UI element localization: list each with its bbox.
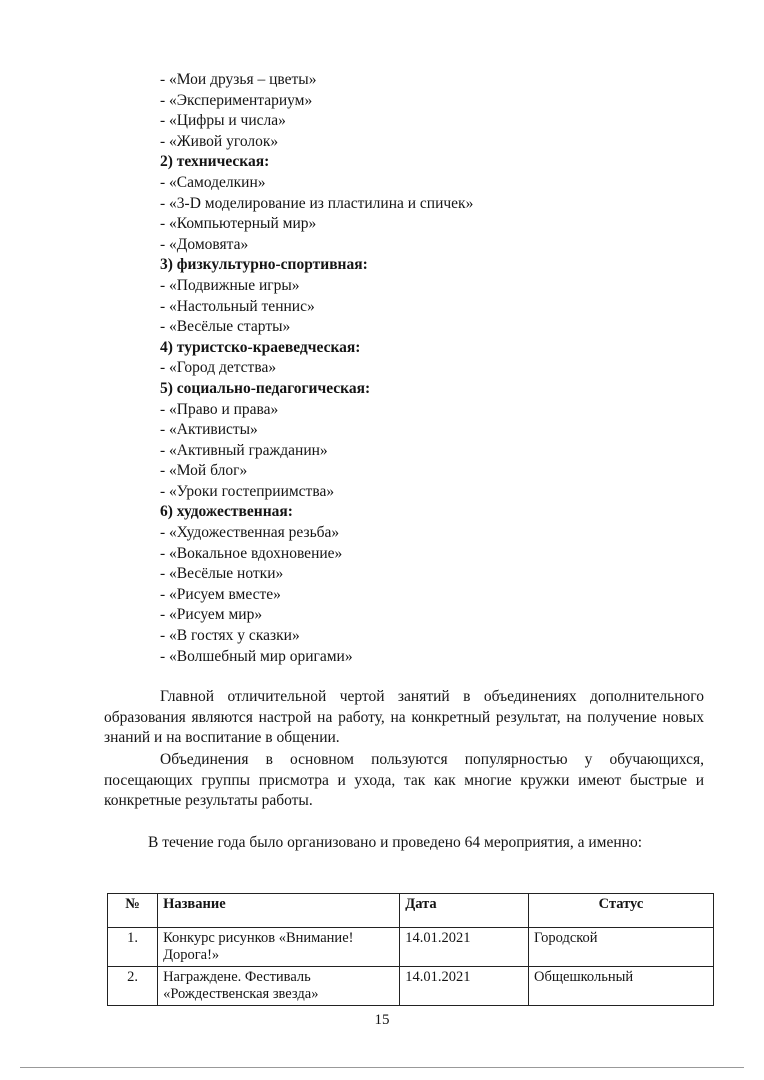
cell-name: Награждене. Фестиваль «Рождественская звезда» [158, 967, 400, 1006]
paragraph-text: В течение года было организовано и проведено 64 мероприятия, а именно: [148, 834, 643, 851]
header-date: Дата [400, 894, 529, 928]
list-item: - «Волшебный мир оригами» [160, 647, 353, 665]
table-row [108, 928, 714, 967]
cell-status: Общешкольный [529, 967, 714, 1006]
cell-date: 14.01.2021 [400, 967, 529, 1006]
list-item: - «3-D моделирование из пластилина и спичек» [160, 194, 474, 212]
list-item: - «Мой блог» [160, 462, 248, 480]
cell-num: 2. [108, 967, 158, 1006]
table-header-row [108, 894, 714, 928]
paragraph-text: Объединения в основном пользуются популярностью у обучающихся, посещающих группы присмотра и ухода, так как многие кружки имеют быстрые и конкретные результаты работы. [104, 751, 704, 809]
events-table [107, 893, 714, 1006]
list-item: - «Весёлые старты» [160, 318, 291, 336]
scan-edge-divider [20, 1067, 744, 1068]
list-heading: 6) художественная: [160, 503, 293, 521]
list-item: - «Компьютерный мир» [160, 215, 317, 233]
list-heading: 4) туристско-краеведческая: [160, 338, 361, 356]
list-item: - «Подвижные игры» [160, 276, 300, 294]
header-num: № [108, 894, 158, 928]
list-item: - «В гостях у сказки» [160, 627, 300, 645]
list-item: - «Активный гражданин» [160, 441, 328, 459]
list-item: - «Рисуем вместе» [160, 585, 281, 603]
list-item: - «Самоделкин» [160, 173, 266, 191]
list-heading: 2) техническая: [160, 153, 270, 171]
page-number: 15 [374, 1012, 390, 1028]
paragraph-events-intro [104, 833, 704, 854]
cell-name: Конкурс рисунков «Внимание! Дорога!» [158, 928, 400, 967]
club-list [160, 70, 473, 667]
list-item: - «Мои друзья – цветы» [160, 71, 317, 88]
cell-date: 14.01.2021 [400, 928, 529, 967]
paragraph-text: Главной отличительной чертой занятий в объединениях дополнительного образования являются настрой на работу, на конкретный результат, на получение новых знаний и на воспитание в общении. [104, 688, 704, 746]
list-item: - «Художественная резьба» [160, 524, 340, 542]
list-item: - «Домовята» [160, 235, 249, 253]
header-name: Название [158, 894, 400, 928]
list-item: - «Экспериментариум» [160, 91, 313, 109]
list-item: - «Уроки гостеприимства» [160, 482, 335, 500]
table-row [108, 967, 714, 1006]
list-item: - «Живой уголок» [160, 132, 279, 150]
list-item: - «Весёлые нотки» [160, 565, 284, 583]
cell-num: 1. [108, 928, 158, 967]
header-status: Статус [529, 894, 714, 928]
list-item: - «Город детства» [160, 359, 277, 377]
list-item: - «Право и права» [160, 400, 279, 418]
paragraph-popularity [104, 750, 704, 812]
list-heading: 5) социально-педагогическая: [160, 379, 371, 397]
cell-status: Городской [529, 928, 714, 967]
list-item: - «Активисты» [160, 421, 258, 439]
list-item: - «Цифры и числа» [160, 112, 286, 130]
list-heading: 3) физкультурно-спортивная: [160, 256, 368, 274]
list-item: - «Настольный теннис» [160, 297, 315, 315]
list-item: - «Рисуем мир» [160, 606, 263, 624]
paragraph-main-feature [104, 687, 704, 749]
list-item: - «Вокальное вдохновение» [160, 544, 343, 562]
